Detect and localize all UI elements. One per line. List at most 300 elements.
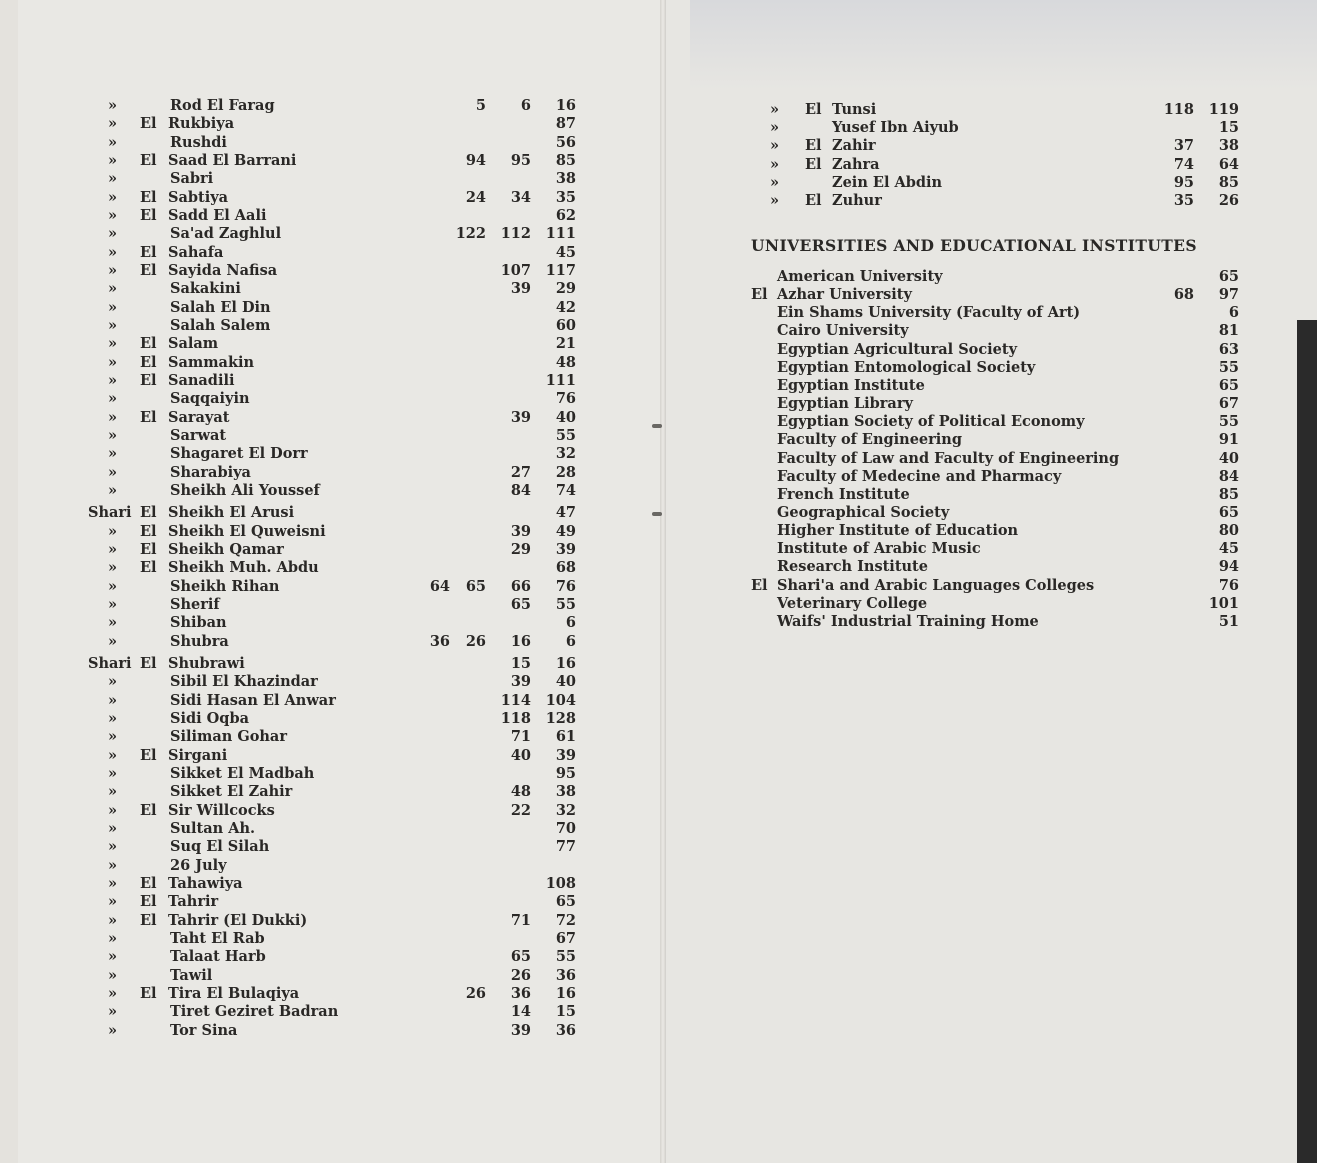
index-row (0, 244, 660, 262)
street-name: Siliman Gohar (170, 728, 287, 746)
street-name: Sikket El Madbah (170, 764, 315, 782)
row-article: El (140, 559, 157, 577)
institute-name: Egyptian Institute (777, 376, 925, 394)
number-col-3: 66 (510, 577, 531, 595)
street-name: Sadd El Aali (168, 207, 267, 224)
number-col-3: 112 (500, 225, 531, 243)
street-name: Tahrir (El Dukki) (168, 911, 308, 929)
institute-name: Faculty of Law and Faculty of Engineering (777, 449, 1120, 467)
number-col-4: 21 (555, 335, 576, 353)
number-col-4: 6 (565, 614, 576, 632)
number-col-4: 55 (555, 426, 576, 444)
institute-name: Egyptian Entomological Society (777, 358, 1036, 376)
number-col-4: 16 (555, 984, 576, 1002)
index-row (0, 820, 660, 838)
number-col-2: 94 (465, 152, 486, 169)
row-prefix: » (770, 101, 780, 118)
street-name: Sibil El Khazindar (170, 673, 318, 691)
number-col-4: 32 (555, 445, 576, 463)
institute-row (0, 504, 1300, 522)
index-row (0, 1022, 660, 1040)
number-col-2: 67 (1218, 395, 1239, 412)
street-name: Zahra (832, 155, 880, 173)
institute-name: Veterinary College (777, 594, 928, 612)
page-edge (1297, 320, 1317, 1163)
index-row (0, 225, 660, 243)
street-name: Salam (168, 335, 219, 353)
street-name: Shiban (170, 614, 227, 632)
number-col-2: 81 (1218, 322, 1239, 340)
number-col-3: 65 (510, 595, 531, 613)
number-col-4: 70 (555, 819, 576, 837)
institute-name: Geographical Society (777, 503, 950, 521)
row-article: El (140, 746, 157, 764)
row-article: El (751, 286, 768, 304)
street-name: Zahir (832, 137, 876, 155)
row-article: El (140, 243, 157, 261)
index-row (0, 930, 660, 948)
street-name: Rushdi (170, 133, 227, 151)
row-prefix: » (108, 317, 118, 334)
row-article: El (140, 371, 157, 389)
row-article: El (140, 353, 157, 371)
street-name: Sherif (170, 595, 220, 613)
institute-name: American University (777, 268, 943, 285)
number-col-4: 85 (555, 152, 576, 169)
institute-row (0, 286, 1300, 304)
row-prefix: » (108, 984, 118, 1002)
street-name: Sarwat (170, 426, 227, 444)
number-col-3: 39 (510, 522, 531, 540)
row-article: El (140, 540, 157, 558)
row-article: El (140, 893, 157, 911)
row-prefix: » (770, 173, 780, 191)
number-col-4: 15 (555, 1003, 576, 1021)
row-prefix: » (108, 577, 118, 595)
row-prefix: » (108, 225, 118, 243)
index-row (0, 174, 1300, 192)
row-prefix: » (108, 540, 118, 558)
street-name: Shubra (170, 632, 229, 650)
number-col-2: 15 (1218, 119, 1239, 137)
row-prefix: » (108, 691, 118, 709)
number-col-2: 85 (1218, 485, 1239, 503)
number-col-2: 97 (1218, 286, 1239, 304)
row-prefix: » (108, 445, 118, 463)
index-row (0, 857, 660, 875)
street-name: Sahafa (168, 243, 224, 261)
row-prefix: » (108, 874, 118, 892)
number-col-2: 84 (1218, 467, 1239, 485)
number-col-2: 51 (1218, 612, 1239, 630)
number-col-3: 27 (510, 463, 531, 481)
row-prefix: » (108, 280, 118, 298)
institute-row (0, 468, 1300, 486)
row-article: El (140, 984, 157, 1002)
number-col-2: 63 (1218, 340, 1239, 358)
row-prefix: » (108, 929, 118, 947)
institute-row (0, 450, 1300, 468)
number-col-4: 72 (555, 911, 576, 929)
number-col-2: 91 (1218, 431, 1239, 449)
row-prefix: » (108, 97, 118, 114)
row-prefix: » (108, 819, 118, 837)
street-name: Taht El Rab (170, 929, 265, 947)
street-name: Sirgani (168, 746, 228, 764)
number-col-3: 39 (510, 1021, 531, 1039)
number-col-2: 94 (1218, 558, 1239, 576)
row-prefix: » (108, 133, 118, 151)
number-col-3: 107 (500, 262, 531, 279)
institute-name: Egyptian Agricultural Society (777, 340, 1018, 358)
index-row (0, 633, 660, 651)
street-name: Salah Salem (170, 317, 271, 334)
row-article: El (751, 576, 768, 594)
number-col-2: 65 (1218, 376, 1239, 394)
number-col-4: 87 (555, 115, 576, 133)
number-col-2: 26 (465, 632, 486, 650)
index-row (0, 710, 660, 728)
index-row (0, 655, 660, 673)
institute-row (0, 613, 1300, 631)
number-col-3: 95 (510, 152, 531, 169)
institute-name: Faculty of Engineering (777, 431, 962, 449)
row-prefix: » (108, 335, 118, 353)
page-shadow (690, 0, 1317, 90)
number-col-4: 6 (565, 632, 576, 650)
number-col-1: 36 (429, 632, 450, 650)
row-prefix: » (108, 353, 118, 371)
number-col-4: 95 (555, 764, 576, 782)
number-col-2: 45 (1218, 540, 1239, 558)
row-prefix: » (108, 463, 118, 481)
row-article: El (805, 101, 822, 118)
institute-row (0, 595, 1300, 613)
number-col-2: 85 (1218, 173, 1239, 191)
number-col-3: 6 (520, 97, 531, 114)
institute-row (0, 395, 1300, 413)
index-row (0, 156, 1300, 174)
number-col-2: 55 (1218, 358, 1239, 376)
street-name: Tira El Bulaqiya (168, 984, 300, 1002)
street-name: Rukbiya (168, 115, 235, 133)
row-article: El (140, 911, 157, 929)
number-col-4: 55 (555, 948, 576, 966)
number-col-3: 48 (510, 783, 531, 801)
number-col-4: 39 (555, 746, 576, 764)
row-prefix: » (108, 838, 118, 856)
index-row (0, 101, 1300, 119)
row-prefix: » (108, 783, 118, 801)
number-col-4: 35 (555, 188, 576, 206)
number-col-4: 77 (555, 838, 576, 856)
institute-name: Cairo University (777, 322, 909, 340)
index-row (0, 893, 660, 911)
row-prefix: » (108, 170, 118, 188)
street-name: Sikket El Zahir (170, 783, 293, 801)
number-col-4: 47 (555, 504, 576, 522)
institute-row (0, 522, 1300, 540)
street-name: Sheikh Qamar (168, 540, 284, 558)
number-col-1: 74 (1173, 155, 1194, 173)
street-name: Rod El Farag (170, 97, 275, 114)
street-name: Sabri (170, 170, 214, 188)
number-col-4: 36 (555, 966, 576, 984)
number-col-1: 68 (1173, 286, 1194, 304)
row-prefix: » (108, 522, 118, 540)
number-col-3: 29 (510, 540, 531, 558)
street-name: Sheikh El Quweisni (168, 522, 326, 540)
number-col-1: 35 (1173, 192, 1194, 209)
institute-row (0, 304, 1300, 322)
number-col-2: 40 (1218, 449, 1239, 467)
row-prefix: » (770, 155, 780, 173)
number-col-1: 118 (1163, 101, 1194, 118)
street-name: Sammakin (168, 353, 255, 371)
row-article: El (140, 408, 157, 426)
institute-row (0, 431, 1300, 449)
row-prefix: » (108, 390, 118, 408)
institute-row (0, 359, 1300, 377)
number-col-3: 71 (510, 728, 531, 746)
street-name: 26 July (170, 856, 227, 874)
number-col-3: 71 (510, 911, 531, 929)
institute-row (0, 558, 1300, 576)
number-col-4: 56 (555, 133, 576, 151)
index-row (0, 1003, 660, 1021)
index-row (0, 192, 1300, 210)
row-article: El (805, 137, 822, 155)
row-prefix: Shari (88, 504, 132, 522)
street-name: Sheikh El Arusi (168, 504, 295, 522)
row-prefix: » (108, 371, 118, 389)
index-row (0, 119, 1300, 137)
index-row (0, 783, 660, 801)
number-col-4: 76 (555, 577, 576, 595)
street-name: Tawil (170, 966, 213, 984)
street-name: Sheikh Ali Youssef (170, 481, 320, 499)
row-article: El (805, 155, 822, 173)
row-prefix: » (108, 893, 118, 911)
number-col-2: 26 (465, 984, 486, 1002)
number-col-3: 39 (510, 280, 531, 298)
index-row (0, 728, 660, 746)
street-name: Sakakini (170, 280, 241, 298)
street-name: Talaat Harb (170, 948, 266, 966)
row-prefix: » (108, 298, 118, 316)
number-col-4: 48 (555, 353, 576, 371)
number-col-3: 114 (500, 691, 531, 709)
institute-row (0, 377, 1300, 395)
number-col-1: 95 (1173, 173, 1194, 191)
row-article: El (140, 522, 157, 540)
index-row (0, 673, 660, 691)
number-col-4: 38 (555, 170, 576, 188)
row-prefix: » (770, 192, 780, 209)
number-col-4: 67 (555, 929, 576, 947)
number-col-3: 39 (510, 408, 531, 426)
number-col-4: 111 (545, 225, 576, 243)
number-col-4: 32 (555, 801, 576, 819)
number-col-2: 65 (1218, 503, 1239, 521)
row-prefix: » (108, 801, 118, 819)
index-row (0, 747, 660, 765)
number-col-4: 111 (545, 371, 576, 389)
row-prefix: » (108, 614, 118, 632)
number-col-4: 28 (555, 463, 576, 481)
street-name: Sheikh Rihan (170, 577, 280, 595)
number-col-3: 16 (510, 632, 531, 650)
institute-row (0, 268, 1300, 286)
institute-name: Faculty of Medecine and Pharmacy (777, 467, 1062, 485)
number-col-2: 24 (465, 188, 486, 206)
number-col-4: 60 (555, 317, 576, 334)
row-prefix: » (108, 1021, 118, 1039)
number-col-4: 76 (555, 390, 576, 408)
institute-row (0, 341, 1300, 359)
index-row (0, 802, 660, 820)
number-col-4: 40 (555, 408, 576, 426)
row-article: El (805, 192, 822, 209)
number-col-4: 104 (545, 691, 576, 709)
street-name: Sir Willcocks (168, 801, 275, 819)
number-col-4: 36 (555, 1021, 576, 1039)
row-article: El (140, 874, 157, 892)
street-name: Shagaret El Dorr (170, 445, 308, 463)
street-name: Yusef Ibn Aiyub (832, 119, 959, 137)
row-article: El (140, 262, 157, 279)
number-col-4: 49 (555, 522, 576, 540)
index-row (0, 692, 660, 710)
index-row (0, 875, 660, 893)
street-name: Sa'ad Zaghlul (170, 225, 282, 243)
row-prefix: » (108, 408, 118, 426)
number-col-1: 64 (429, 577, 450, 595)
street-name: Sayida Nafisa (168, 262, 278, 279)
row-prefix: » (108, 709, 118, 727)
number-col-3: 34 (510, 188, 531, 206)
number-col-3: 39 (510, 673, 531, 691)
institute-name: Research Institute (777, 558, 928, 576)
street-name: Saqqaiyin (170, 390, 250, 408)
number-col-4: 38 (555, 783, 576, 801)
street-name: Zein El Abdin (832, 173, 943, 191)
street-name: Sarayat (168, 408, 230, 426)
street-name: Sidi Hasan El Anwar (170, 691, 336, 709)
row-prefix: » (108, 481, 118, 499)
number-col-2: 76 (1218, 576, 1239, 594)
institute-name: Higher Institute of Education (777, 522, 1019, 540)
section-heading: UNIVERSITIES AND EDUCATIONAL INSTITUTES (751, 236, 1197, 255)
number-col-2: 6 (1228, 304, 1239, 322)
institute-row (0, 486, 1300, 504)
number-col-1: 37 (1173, 137, 1194, 155)
number-col-2: 26 (1218, 192, 1239, 209)
number-col-2: 65 (1218, 268, 1239, 285)
row-article: El (140, 504, 157, 522)
row-prefix: » (108, 152, 118, 169)
number-col-4: 68 (555, 559, 576, 577)
number-col-3: 40 (510, 746, 531, 764)
number-col-4: 128 (545, 709, 576, 727)
number-col-2: 119 (1208, 101, 1239, 118)
street-name: Shubrawi (168, 654, 245, 672)
institute-name: Ein Shams University (Faculty of Art) (777, 304, 1081, 322)
number-col-2: 65 (465, 577, 486, 595)
row-prefix: » (108, 188, 118, 206)
street-name: Sharabiya (170, 463, 251, 481)
index-row (0, 948, 660, 966)
row-prefix: » (108, 911, 118, 929)
number-col-4: 16 (555, 654, 576, 672)
street-name: Tor Sina (170, 1021, 238, 1039)
row-prefix: » (108, 764, 118, 782)
number-col-3: 15 (510, 654, 531, 672)
institute-row (0, 413, 1300, 431)
institute-row (0, 540, 1300, 558)
number-col-4: 16 (555, 97, 576, 114)
number-col-4: 40 (555, 673, 576, 691)
index-row (0, 838, 660, 856)
row-prefix: » (108, 262, 118, 279)
number-col-4: 74 (555, 481, 576, 499)
number-col-3: 22 (510, 801, 531, 819)
index-row (0, 137, 1300, 155)
street-name: Sanadili (168, 371, 235, 389)
row-prefix: » (108, 746, 118, 764)
number-col-4: 39 (555, 540, 576, 558)
row-article: El (140, 335, 157, 353)
street-name: Sheikh Muh. Abdu (168, 559, 319, 577)
number-col-4: 117 (545, 262, 576, 279)
number-col-4: 65 (555, 893, 576, 911)
row-prefix: » (108, 948, 118, 966)
street-name: Tahawiya (168, 874, 243, 892)
institute-row (0, 322, 1300, 340)
index-row (0, 765, 660, 783)
street-name: Saad El Barrani (168, 152, 297, 169)
index-row (0, 985, 660, 1003)
row-prefix: » (108, 426, 118, 444)
number-col-2: 80 (1218, 522, 1239, 540)
institute-name: Shari'a and Arabic Languages Colleges (777, 576, 1095, 594)
row-prefix: » (108, 559, 118, 577)
row-prefix: » (108, 595, 118, 613)
number-col-3: 26 (510, 966, 531, 984)
number-col-3: 14 (510, 1003, 531, 1021)
street-name: Sultan Ah. (170, 819, 256, 837)
institute-name: French Institute (777, 485, 910, 503)
number-col-4: 108 (545, 874, 576, 892)
row-article: El (140, 801, 157, 819)
row-article: El (140, 654, 157, 672)
row-article: El (140, 207, 157, 224)
number-col-4: 61 (555, 728, 576, 746)
institute-name: Egyptian Library (777, 395, 913, 412)
number-col-2: 5 (475, 97, 486, 114)
row-prefix: » (770, 137, 780, 155)
institute-row (0, 577, 1300, 595)
street-name: Sabtiya (168, 188, 229, 206)
number-col-2: 55 (1218, 413, 1239, 431)
institute-name: Institute of Arabic Music (777, 540, 981, 558)
number-col-4: 45 (555, 243, 576, 261)
street-name: Zuhur (832, 192, 882, 209)
row-prefix: » (108, 115, 118, 133)
street-name: Suq El Silah (170, 838, 270, 856)
row-prefix: » (108, 632, 118, 650)
number-col-3: 84 (510, 481, 531, 499)
